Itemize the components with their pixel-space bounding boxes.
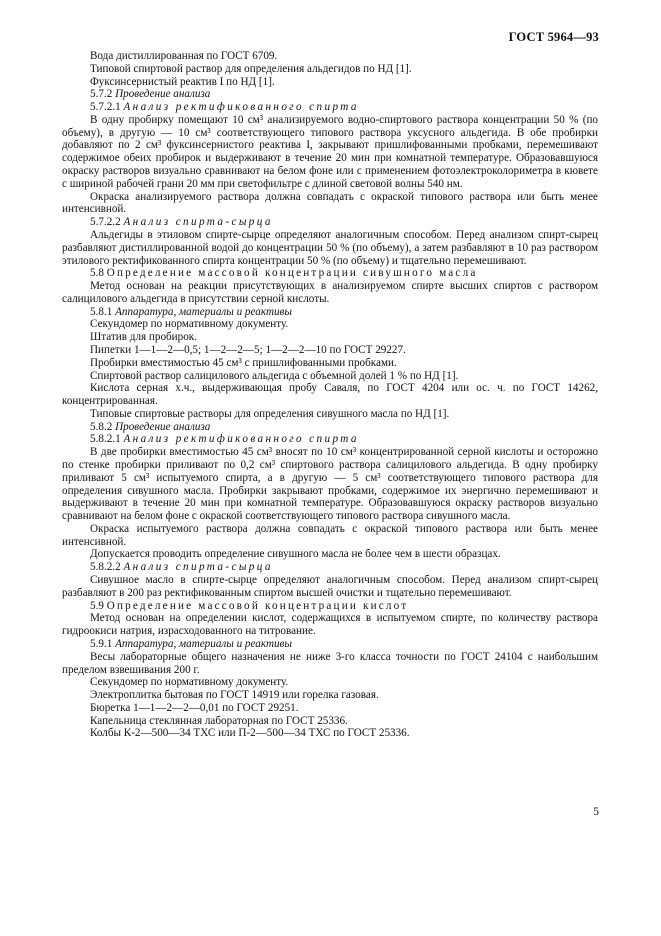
paragraph: В одну пробирку помещают 10 см³ анализируемого водно-спиртового раствора концентрации 50 % (по объему), в другую — 10 см³ соответствующего типового раствора уксусного альдегида. В обе пробирки добавляют по 2 см³ фуксинсернистого реактива I, закрывают пришлифованными пробками, перемешивают содержимое обеих пробирок и выдерживают в течение 20 мин при комнатной температуре. Образовавшуюся окраску растворов визуально сравнивают на белом фоне или с применением фотоэлектроколориметра в кювете с шириной рабочей грани 20 мм при светофильтре с длиной световой волны 540 нм. [62, 113, 598, 190]
section-title: Аппаратура, материалы и реактивы [115, 637, 292, 650]
section-number: 5.9 [90, 599, 104, 612]
section-heading [62, 267, 598, 280]
section-title: Проведение анализа [115, 88, 211, 101]
paragraph: Окраска испытуемого раствора должна совпадать с окраской типового раствора или быть менее интенсивной. [62, 522, 598, 548]
section-heading [62, 306, 598, 319]
section-number: 5.8 [90, 267, 104, 280]
paragraph: Весы лабораторные общего назначения не ниже 3-го класса точности по ГОСТ 24104 с наибольшим пределом взвешивания 200 г. [62, 650, 598, 676]
section-number: 5.7.2 [90, 88, 113, 101]
document-code: ГОСТ 5964—93 [508, 30, 599, 44]
section-number: 5.7.2.2 [90, 216, 121, 229]
paragraph: Метод основан на определении кислот, содержащихся в испытуемом спирте, по количеству раствора гидроокиси натрия, израсходованного на титрование. [62, 612, 598, 638]
paragraph: Пробирки вместимостью 45 см³ с пришлифованными пробками. [90, 356, 397, 369]
paragraph: Сивушное масло в спирте-сырце определяют аналогичным способом. Перед анализом спирт-сырец разбавляют в 200 раз ректификованным спиртом высшей очистки и тщательно перемешивают. [62, 574, 598, 599]
section-number: 5.9.1 [90, 637, 113, 650]
document-body [62, 50, 598, 740]
paragraph: Вода дистиллированная по ГОСТ 6709. [90, 50, 278, 62]
section-title: Анализ ректификованного спирта [123, 433, 359, 446]
paragraph: Секундомер по нормативному документу. [90, 318, 289, 331]
page-number: 5 [593, 806, 599, 818]
paragraph: Пипетки 1—1—2—0,5; 1—2—2—5; 1—2—2—10 по ГОСТ 29227. [90, 343, 406, 356]
section-number: 5.7.2.1 [90, 101, 121, 114]
paragraph: Альдегиды в этиловом спирте-сырце определяют аналогичным способом. Перед анализом спирт-сырец разбавляют дистиллированной водой до концентрации 50 % (по объему), а затем разбавляют в 10 раз раствором этилового ректификованного спирта концентрации 50 % (по объему) и тщательно перемешивают. [62, 228, 598, 267]
section-title: Проведение анализа [115, 420, 211, 433]
section-number: 5.8.2.1 [90, 433, 121, 446]
section-heading [62, 101, 598, 114]
section-heading [62, 433, 598, 446]
paragraph: Колбы К-2—500—34 ТХС или П-2—500—34 ТХС по ГОСТ 25336. [90, 727, 410, 740]
paragraph: Штатив для пробирок. [90, 331, 197, 344]
section-title: Анализ спирта-сырца [123, 216, 273, 229]
paragraph: Типовые спиртовые растворы для определения сивушного масла по НД [1]. [90, 407, 450, 420]
section-number: 5.8.2 [90, 420, 113, 433]
paragraph: Бюретка 1—1—2—2—0,01 по ГОСТ 29251. [90, 701, 299, 714]
section-heading [62, 216, 598, 229]
section-heading [62, 638, 598, 651]
paragraph: Секундомер по нормативному документу. [90, 676, 289, 689]
section-heading [62, 600, 598, 613]
section-title: Анализ ректификованного спирта [123, 101, 359, 114]
section-title: Определение массовой концентрации сивушного масла [106, 267, 478, 280]
paragraph: Фуксинсернистый реактив I по НД [1]. [90, 75, 275, 88]
paragraph: Окраска анализируемого раствора должна совпадать с окраской типового раствора или быть менее интенсивной. [62, 190, 598, 216]
paragraph: Метод основан на реакции присутствующих в анализируемом спирте высших спиртов с раствором салицилового альдегида в присутствии серной кислоты. [62, 280, 598, 305]
paragraph: Электроплитка бытовая по ГОСТ 14919 или горелка газовая. [90, 689, 379, 702]
section-heading [62, 88, 598, 101]
section-title: Аппаратура, материалы и реактивы [115, 305, 292, 318]
paragraph: В две пробирки вместимостью 45 см³ вносят по 10 см³ концентрированной серной кислоты и осторожно по стенке пробирки приливают по 0,2 см³ спиртового раствора салицилового альдегида. В одну пробирку приливают 5 см³ испытуемого спирта, а в другую — 5 см³ соответствующего типового раствора для определения сивушного масла. Пробирки закрывают пробками, содержимое их энергично перемешивают и выдерживают в течение 20 мин при комнатной температуре. Образовавшуюся окраску растворов визуально сравнивают на белом фоне с окраской соответствующего типового раствора сивушного масла. [62, 446, 598, 523]
paragraph: Капельница стеклянная лабораторная по ГОСТ 25336. [90, 714, 348, 727]
section-title: Определение массовой концентрации кислот [106, 599, 409, 612]
section-number: 5.8.2.2 [90, 561, 121, 574]
paragraph: Спиртовой раствор салицилового альдегида с объемной долей 1 % по НД [1]. [90, 369, 459, 382]
section-heading [62, 561, 598, 574]
paragraph: Кислота серная х.ч., выдерживающая пробу Саваля, по ГОСТ 4204 или ос. ч. по ГОСТ 14262, концентрированная. [62, 382, 598, 408]
section-number: 5.8.1 [90, 305, 113, 318]
paragraph: Типовой спиртовой раствор для определения альдегидов по НД [1]. [90, 62, 412, 75]
section-title: Анализ спирта-сырца [123, 561, 273, 574]
paragraph: Допускается проводить определение сивушного масла не более чем в шести образцах. [90, 548, 501, 561]
section-heading [62, 421, 598, 434]
